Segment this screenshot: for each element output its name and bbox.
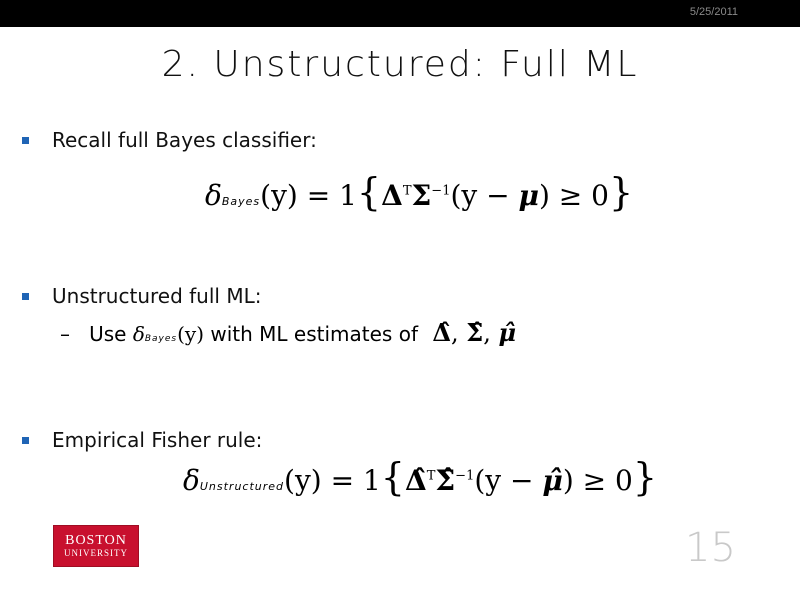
logo-line-1: BOSTON [65, 532, 127, 548]
sub-bullet-suffix: with ML estimates of [210, 322, 418, 346]
bullet-text: Unstructured full ML: [52, 284, 262, 308]
sub-bullet-prefix: Use [89, 322, 127, 346]
formula-fisher-rule: δUnstructured(y) = 1{Δ̂$^T$Σ̂$^{-1}$(y − μ̂) ≥ 0} [183, 455, 658, 499]
formula-subscript: Bayes [221, 195, 261, 208]
top-bar [0, 0, 800, 27]
bullet-text: Empirical Fisher rule: [52, 428, 263, 452]
formula-bayes-classifier: δBayes(y) = $1\{\Delta^T\Sigma^{-1}(y - \mu) \ge 0\}$ [205, 170, 634, 214]
slide-title: 2. Unstructured: Full ML [161, 44, 639, 85]
inline-estimates: Δ̂, Σ̂, μ̂ [432, 318, 517, 347]
bullet-marker-icon [22, 293, 29, 300]
inline-delta-bayes: δBayes(y) [132, 322, 205, 346]
slide-date: 5/25/2011 [689, 6, 738, 18]
bullet-text: Recall full Bayes classifier: [52, 128, 317, 152]
boston-university-logo [53, 525, 139, 567]
logo-line-2: UNIVERSITY [64, 547, 128, 558]
dash-marker: – [60, 322, 70, 346]
formula-subscript: Unstructured [199, 480, 285, 493]
page-number: 15 [685, 525, 736, 571]
bullet-marker-icon [22, 437, 29, 444]
bullet-marker-icon [22, 137, 29, 144]
sub-bullet-use-ml-estimates [60, 318, 516, 347]
